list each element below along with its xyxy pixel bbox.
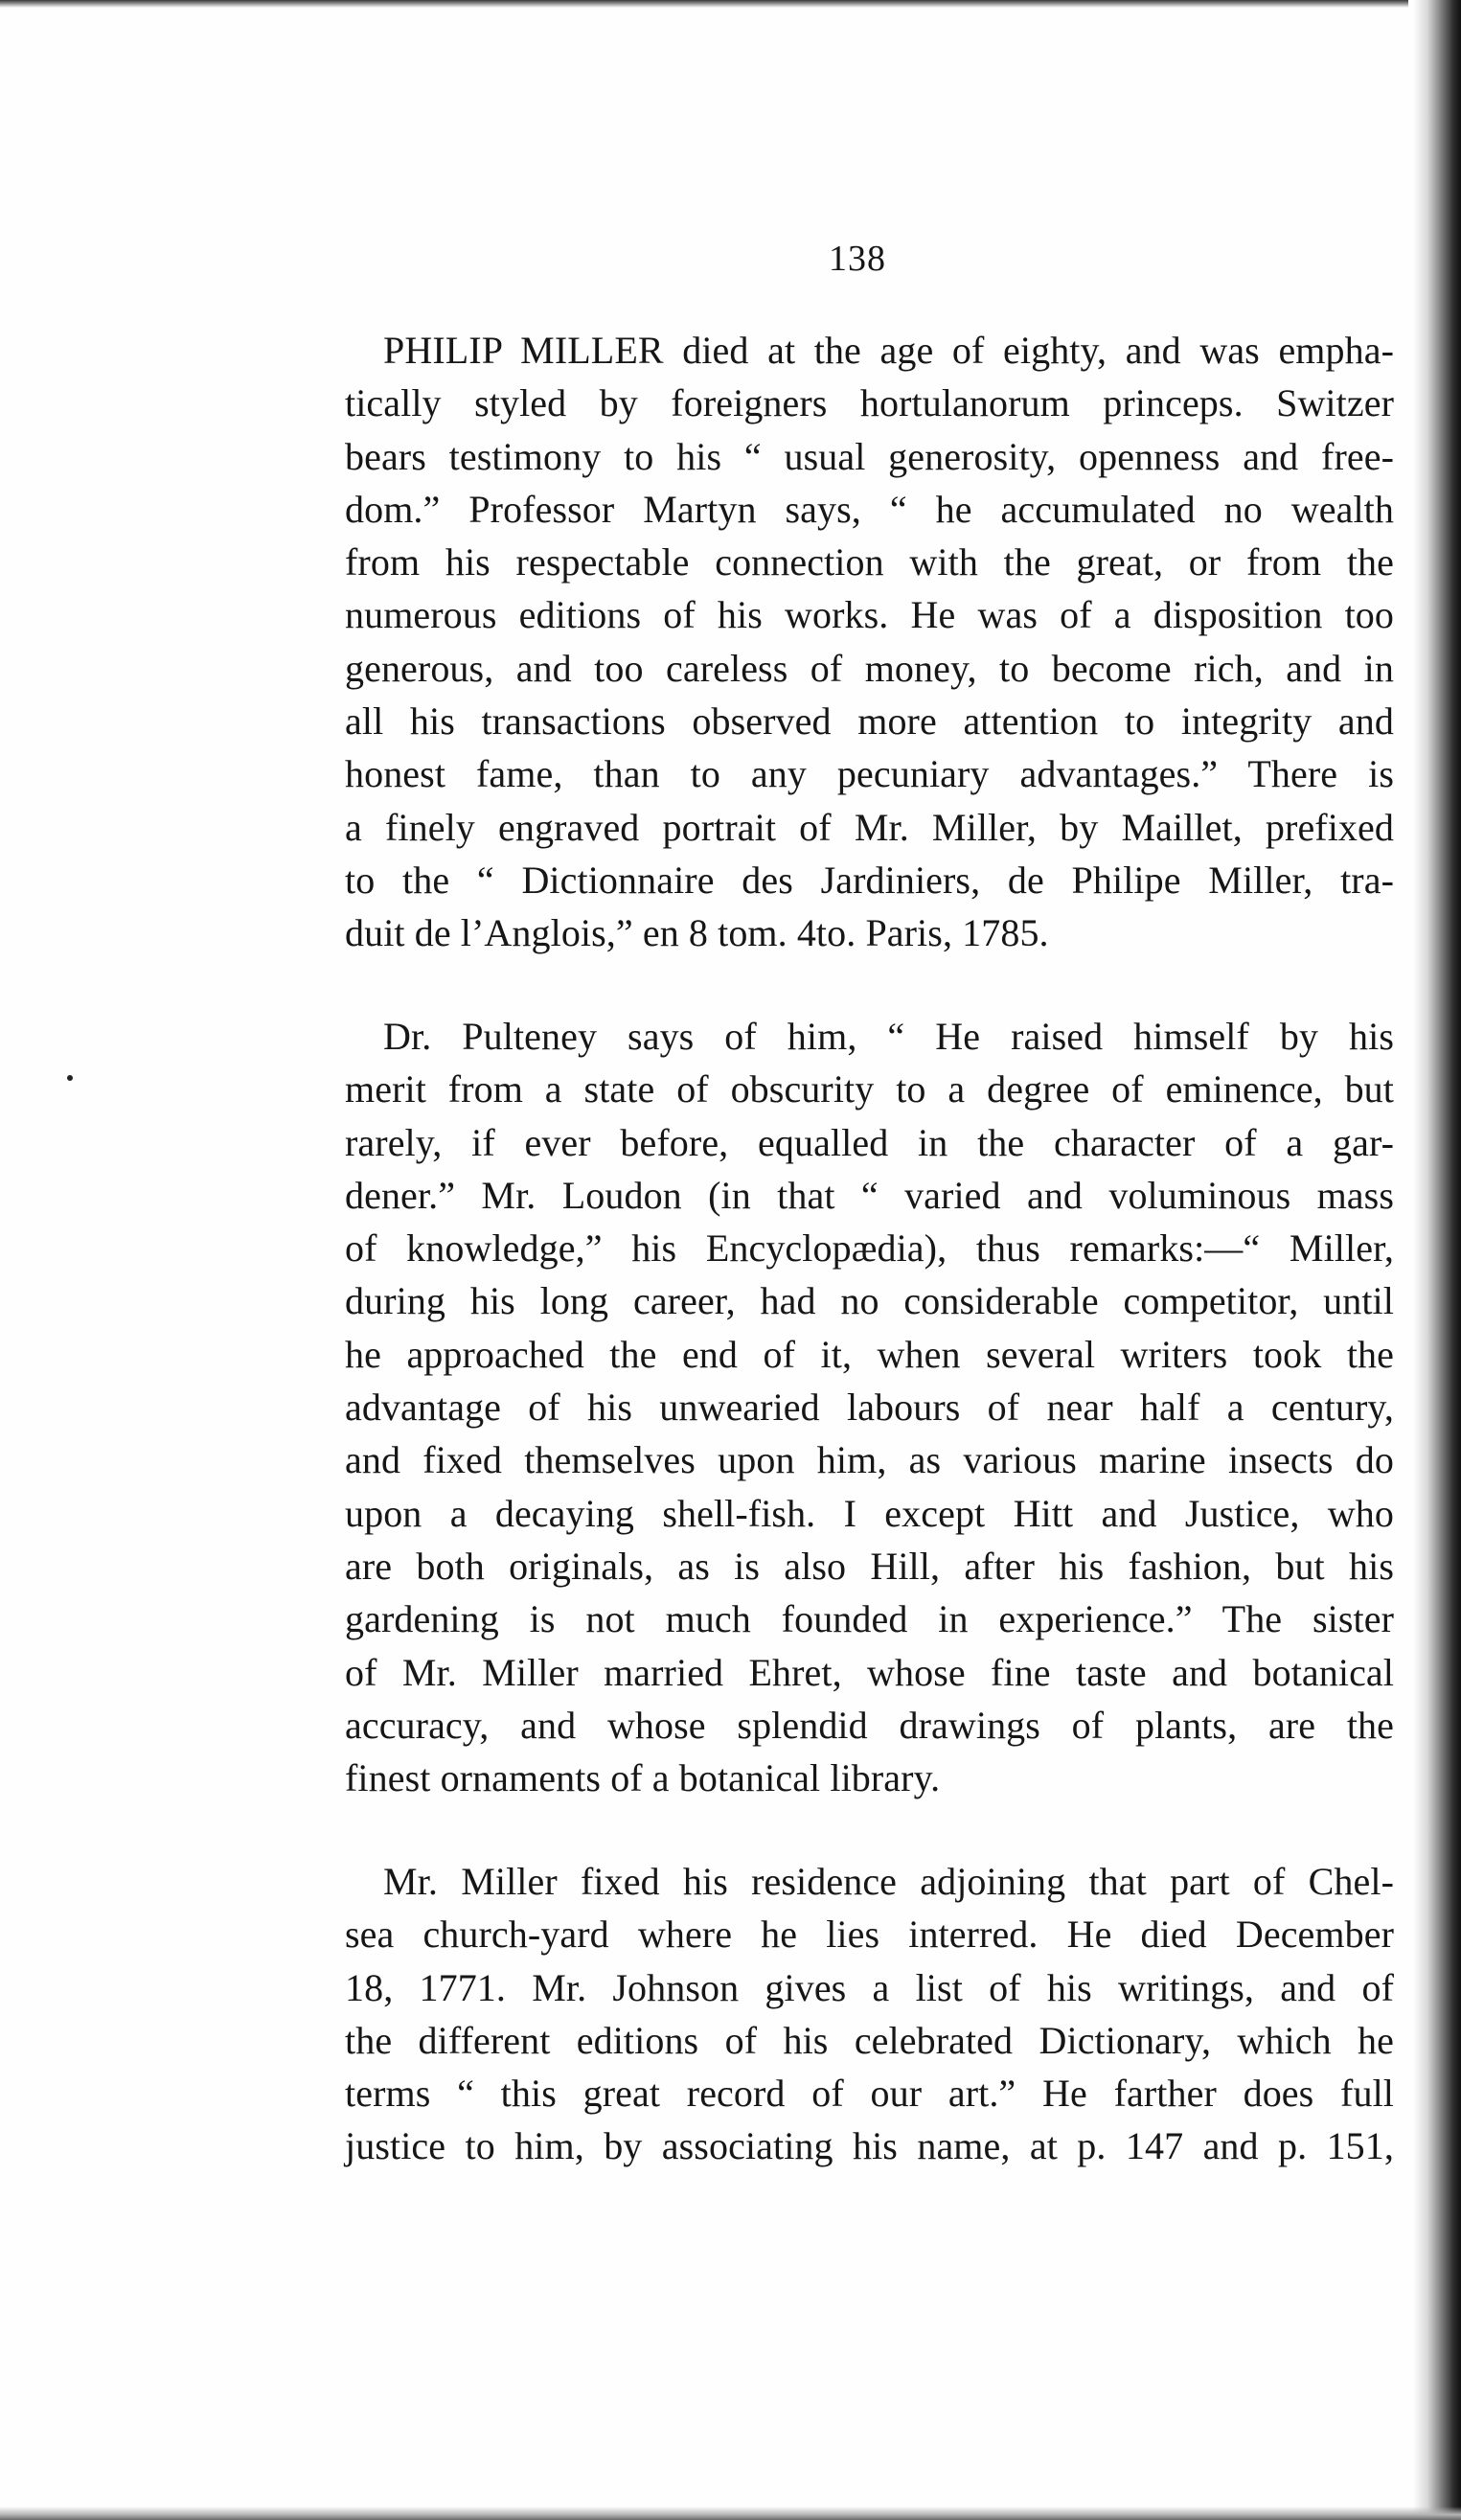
paragraph-line: are both originals, as is also Hill, after his fashion, but his [345, 1544, 1394, 1588]
scan-edge-top [0, 0, 1408, 8]
paragraph-line: tically styled by foreigners hortulanorum princeps. Switzer [345, 381, 1394, 425]
paragraph-line: to the “ Dictionnaire des Jardiniers, de Philipe Miller, tra- [345, 858, 1394, 902]
paragraph-line: generous, and too careless of money, to become rich, and in [345, 646, 1394, 690]
paragraph-line: sea church-yard where he lies interred. He died December [345, 1913, 1394, 1957]
paragraph-line: honest fame, than to any pecuniary advantages.” There is [345, 752, 1394, 796]
paragraph-line: dener.” Mr. Loudon (in that “ varied and voluminous mass [345, 1173, 1394, 1217]
paragraph-line: he approached the end of it, when several writers took the [345, 1332, 1394, 1376]
paragraph-line: Dr. Pulteney says of him, “ He raised himself by his [383, 1015, 1394, 1058]
paragraph-line: bears testimony to his “ usual generosity, openness and free- [345, 434, 1394, 478]
paragraph-line: of knowledge,” his Encyclopædia), thus remarks:—“ Miller, [345, 1226, 1394, 1271]
paragraph-line: terms “ this great record of our art.” He farther does full [345, 2072, 1394, 2116]
paragraph-line: the different editions of his celebrated Dictionary, which he [345, 2018, 1394, 2062]
paragraph-line: accuracy, and whose splendid drawings of plants, are the [345, 1703, 1394, 1747]
page-number: 138 [829, 239, 886, 279]
paragraph-line: all his transactions observed more attention to integrity and [345, 699, 1394, 744]
ink-speck [67, 1075, 73, 1081]
paragraph-line: 18, 1771. Mr. Johnson gives a list of his writings, and of [345, 1965, 1394, 2009]
paragraph-line: upon a decaying shell-fish. I except Hitt and Justice, who [345, 1491, 1394, 1535]
paragraph-line: rarely, if ever before, equalled in the character of a gar- [345, 1120, 1394, 1164]
paragraph-line: and fixed themselves upon him, as various marine insects do [345, 1438, 1394, 1482]
paragraph-line: of Mr. Miller married Ehret, whose fine taste and botanical [345, 1650, 1394, 1694]
paragraph-2 [345, 1010, 1394, 1804]
scan-edge-bottom [0, 2507, 1461, 2520]
paragraph-line: finest ornaments of a botanical library. [345, 1756, 941, 1800]
paragraph-line: a finely engraved portrait of Mr. Miller, by Maillet, prefixed [345, 805, 1394, 849]
paragraph-line: advantage of his unwearied labours of near half a century, [345, 1386, 1394, 1430]
paragraph-line: numerous editions of his works. He was of a disposition too [345, 593, 1394, 637]
paragraph-line: gardening is not much founded in experience.” The sister [345, 1597, 1394, 1641]
paragraph-line: during his long career, had no considerable competitor, until [345, 1279, 1394, 1323]
paragraph-line: PHILIP MILLER died at the age of eighty, and was empha- [383, 329, 1394, 372]
paragraph-line: justice to him, by associating his name, at p. 147 and p. 151, [345, 2124, 1394, 2168]
paragraph-line: dom.” Professor Martyn says, “ he accumulated no wealth [345, 487, 1394, 531]
paragraph-line: merit from a state of obscurity to a degree of eminence, but [345, 1067, 1394, 1111]
paragraph-1 [345, 324, 1394, 960]
paragraph-line: from his respectable connection with the great, or from the [345, 540, 1394, 584]
paragraph-line: Mr. Miller fixed his residence adjoining that part of Chel- [383, 1860, 1394, 1903]
scan-edge-right [1413, 0, 1461, 2520]
paragraph-3 [345, 1855, 1394, 2173]
paragraph-line: duit de l’Anglois,” en 8 tom. 4to. Paris, 1785. [345, 911, 1049, 955]
